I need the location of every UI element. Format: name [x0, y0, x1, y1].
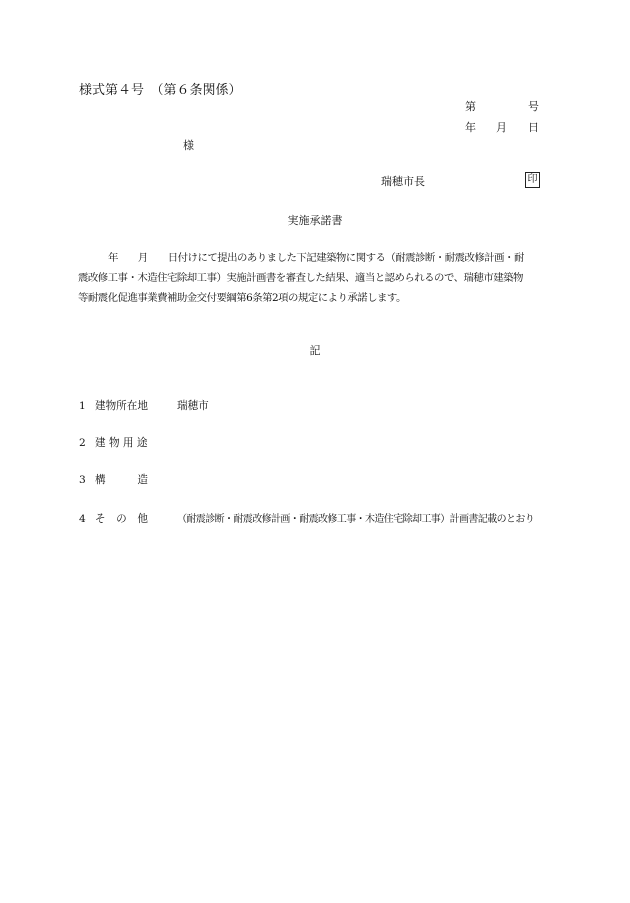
document-title: 実施承諾書 [287, 214, 343, 227]
item-label: 建 物 用 途 [95, 437, 148, 449]
item-value: 瑞穂市 [177, 400, 209, 412]
body-line1: 日付けにて提出のありました下記建築物に関する（耐震診断・耐震改修計画・耐 [167, 252, 524, 264]
item-label: そ の 他 [95, 513, 148, 525]
item-other [79, 510, 534, 526]
number-prefix: 第 [465, 100, 476, 113]
item-number: 2 [79, 437, 86, 449]
body-month: 月 [137, 252, 148, 264]
body-line3: 等耐震化促進事業費補助金交付要綱第6条第2項の規定により承諾します。 [78, 292, 406, 304]
item-number: 1 [79, 400, 86, 412]
item-value: （耐震診断・耐震改修計画・耐震改修工事・木造住宅除却工事）計画書記載のとおり [177, 514, 535, 525]
date-day: 日 [528, 121, 539, 134]
body-line2: 震改修工事・木造住宅除却工事）実施計画書を審査した結果、適当と認められるので、瑞穂市建築物 [78, 272, 523, 284]
item-number: 3 [79, 474, 86, 486]
date-year: 年 [465, 121, 476, 134]
item-number: 4 [79, 513, 86, 525]
form-number: 様式第４号 （第６条関係） [79, 83, 242, 98]
item-structure [79, 472, 177, 487]
addressee: 様 [183, 139, 194, 152]
number-suffix: 号 [528, 100, 539, 113]
item-label: 建物所在地 [95, 400, 148, 412]
seal-mark: 印 [525, 172, 540, 188]
body-year: 年 [108, 252, 118, 264]
issuer: 瑞穂市長 [381, 175, 425, 188]
item-location [79, 398, 209, 413]
item-use [79, 435, 177, 450]
body-paragraph [78, 248, 548, 308]
item-label: 構 造 [95, 474, 148, 486]
date-month: 月 [496, 121, 507, 134]
ki-heading: 記 [309, 344, 321, 357]
